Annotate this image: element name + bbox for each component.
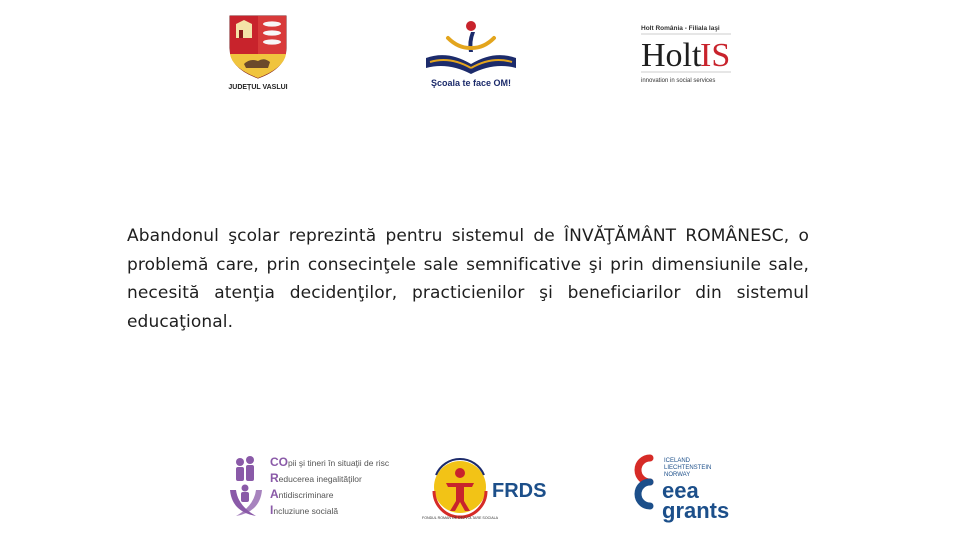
frds-logo xyxy=(421,455,548,521)
corai-initial-4: I xyxy=(270,503,274,517)
corai-line-2: educerea inegalităţilor xyxy=(278,474,362,484)
corai-logo xyxy=(228,452,390,522)
holt-name-main: Holt xyxy=(641,37,702,74)
svg-text:Antidiscriminare xyxy=(270,487,334,501)
corai-initial-2: R xyxy=(270,471,279,485)
corai-initial-1: CO xyxy=(270,455,288,469)
vaslui-county-logo xyxy=(222,14,294,92)
holt-name-accent: IS xyxy=(700,37,731,74)
scoala-te-face-om-logo xyxy=(420,18,522,92)
frds-caption: FONDUL ROMAN DE DEZVOLTARE SOCIALA xyxy=(421,516,499,520)
corai-line-3: ntidiscriminare xyxy=(278,490,334,500)
holt-is-logo xyxy=(637,20,737,92)
eea-country-2: LIECHTENSTEIN xyxy=(664,465,712,471)
svg-text:Reducerea inegalităţilor xyxy=(270,471,362,485)
holt-tagline-top: Holt România - Filiala Iaşi xyxy=(641,25,720,32)
frds-name: FRDS xyxy=(492,480,547,502)
eea-word-2: grants xyxy=(662,498,730,523)
eea-word-1: eea xyxy=(662,478,699,503)
holt-tagline-bottom: innovation in social services xyxy=(641,78,716,84)
vaslui-caption: JUDEȚUL VASLUI xyxy=(228,84,288,91)
corai-initial-3: A xyxy=(270,487,279,501)
svg-text:Incluziune socială xyxy=(270,503,338,517)
eea-country-1: ICELAND xyxy=(664,458,691,464)
svg-text:COpii şi tineri în situaţii de xyxy=(270,455,390,469)
eea-country-3: NORWAY xyxy=(664,472,691,478)
corai-line-4: ncluziune socială xyxy=(273,506,339,516)
main-paragraph: Abandonul şcolar reprezintă pentru sistemul de ÎNVĂŢĂMÂNT ROMÂNESC, o problemă care, prin consecinţele sale semnificative şi prin dimensiunile sale, necesită atenţia decidenţilor, practicienilor şi beneficiarilor din sistemul educaţional. xyxy=(127,226,809,332)
corai-line-1: pii şi tineri în situaţii de risc xyxy=(288,458,390,468)
scoala-caption: Şcoala te face OM! xyxy=(430,78,512,88)
eea-grants-logo xyxy=(628,452,738,522)
